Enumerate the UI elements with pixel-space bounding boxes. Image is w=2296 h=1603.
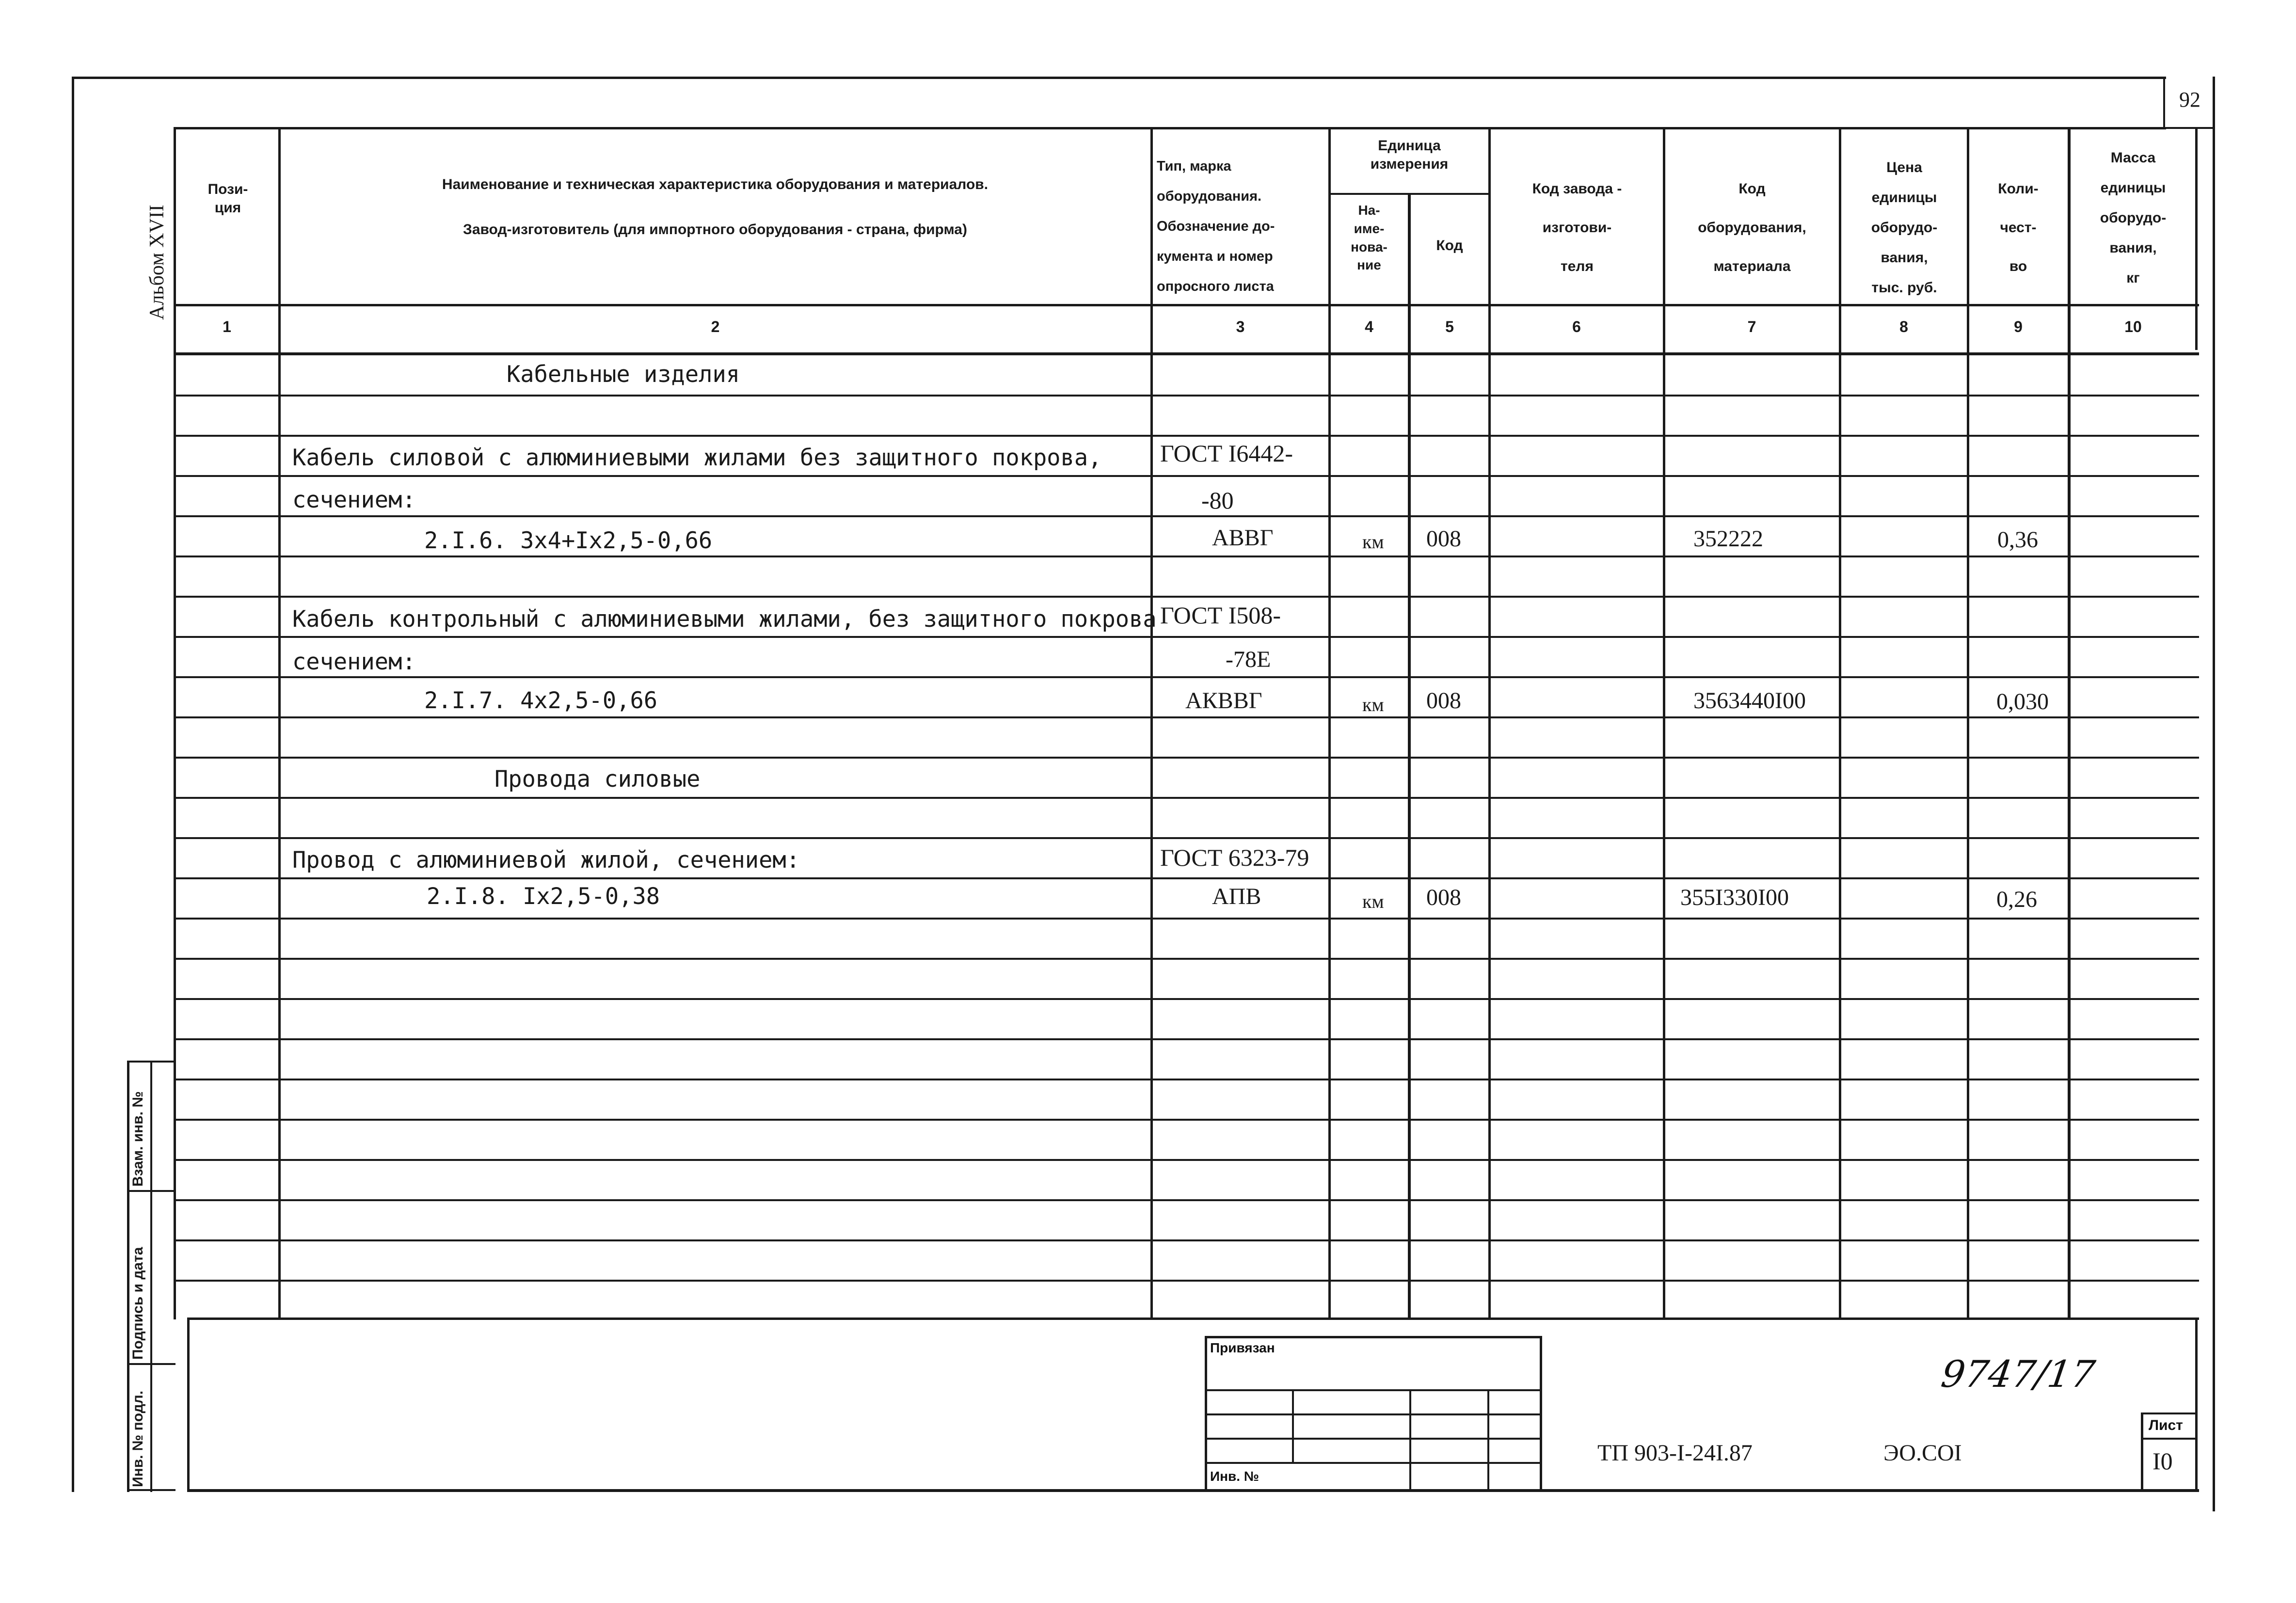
col-line-3: [1328, 127, 1331, 1319]
item-217-equip-code: 3563440I00: [1693, 688, 1806, 714]
col-line-7: [1839, 127, 1841, 1319]
privyazan-col3: [1487, 1389, 1489, 1491]
sheet-box-left: [2141, 1413, 2143, 1492]
header-type: Тип, марка оборудования. Обозначение до- кумента и номер опросного листа: [1157, 159, 1275, 294]
header-quantity: Коли- чест- во: [1998, 181, 2039, 274]
item-cable-control-name-cont: сечением:: [292, 649, 416, 675]
colnum-7: 7: [1747, 318, 1756, 335]
header-position: Пози- ция: [207, 181, 248, 216]
sheet-label: Лист: [2149, 1417, 2183, 1433]
section-code: ЭО.СОI: [1883, 1440, 1962, 1466]
table-row-line: [174, 435, 2199, 437]
album-label: Альбом XVII: [146, 205, 168, 320]
table-row-line: [174, 596, 2199, 598]
item-217-qty: 0,030: [1996, 689, 2049, 714]
item-wire-name: Провод с алюминиевой жилой, сечением:: [292, 847, 800, 873]
item-218-unit: км: [1362, 890, 1384, 912]
item-218-unit-code: 008: [1426, 885, 1461, 910]
table-row-line: [174, 1079, 2199, 1080]
item-218-equip-code: 355I330I00: [1680, 885, 1789, 910]
item-218-type: АПВ: [1212, 884, 1261, 909]
title-block-bottom: [187, 1489, 2199, 1492]
table-row-line: [174, 1239, 2199, 1241]
page-number-box-left: [2163, 77, 2165, 129]
colnum-1: 1: [223, 318, 231, 335]
item-218-name: 2.I.8. Ix2,5-0,38: [427, 883, 660, 910]
table-top-line: [174, 127, 2166, 129]
side-stamp-bottom: [127, 1489, 175, 1491]
page-number-box-bottom: [2163, 127, 2215, 129]
sheet-number: I0: [2152, 1447, 2173, 1475]
item-216-name: 2.I.6. 3x4+Ix2,5-0,66: [424, 527, 713, 554]
sheet-box-mid: [2141, 1438, 2197, 1440]
col-line-6: [1663, 127, 1665, 1319]
col-line-10: [2195, 127, 2198, 350]
sheet-box-top: [2141, 1413, 2197, 1414]
table-row-line: [174, 515, 2199, 517]
section-title-wires: Провода силовые: [494, 766, 701, 793]
side-stamp-div2: [127, 1363, 175, 1365]
header-bottom-line: [174, 304, 2199, 306]
side-stamp-top: [127, 1061, 175, 1063]
frame-right-line: [2213, 77, 2215, 1511]
item-216-unit-code: 008: [1426, 526, 1461, 552]
item-216-type: АВВГ: [1212, 525, 1274, 551]
item-cable-power-doc-cont: -80: [1201, 487, 1234, 514]
side-stamp-div1: [127, 1190, 175, 1192]
table-row-line: [174, 1280, 2199, 1282]
privyazan-label: Привязан: [1210, 1340, 1275, 1355]
handwritten-number: 9747/17: [1938, 1352, 2098, 1396]
table-row-line: [174, 998, 2199, 1000]
col-line-9: [2068, 127, 2071, 1319]
header-name-line1: Наименование и техническая характеристика оборудования и материалов.: [442, 176, 989, 192]
col-line-5: [1488, 127, 1491, 1319]
table-row-line: [174, 555, 2199, 557]
header-name-line2: Завод-изготовитель (для импортного оборудования - страна, фирма): [463, 222, 967, 238]
item-217-type: АКВВГ: [1185, 688, 1262, 714]
colnum-4: 4: [1365, 318, 1373, 335]
colnum-bottom-line: [174, 352, 2199, 355]
table-row-line: [174, 1119, 2199, 1121]
header-unit-name: На- име- нова- ние: [1351, 203, 1387, 273]
table-row-line: [174, 837, 2199, 839]
item-217-unit: км: [1362, 694, 1384, 715]
item-cable-power-doc: ГОСТ I6442-: [1160, 440, 1293, 467]
col-line-8: [1967, 127, 1969, 1319]
colnum-8: 8: [1899, 318, 1908, 335]
col-line-2: [1150, 127, 1153, 1319]
header-price: Цена единицы оборудо- вания, тыс. руб.: [1871, 159, 1938, 296]
col-line-1: [278, 127, 281, 1319]
item-218-qty: 0,26: [1996, 887, 2037, 912]
table-row-line: [174, 475, 2199, 477]
table-row-line: [174, 958, 2199, 960]
item-217-unit-code: 008: [1426, 688, 1461, 714]
item-cable-power-name: Кабель силовой с алюминиевыми жилами без защитного покрова,: [292, 444, 1102, 471]
header-equip-code: Код оборудования, материала: [1698, 181, 1806, 274]
side-label-signature-date: Подпись и дата: [130, 1247, 146, 1360]
section-title-cable: Кабельные изделия: [507, 361, 740, 388]
colnum-5: 5: [1445, 318, 1454, 335]
side-label-replace-inv: Взам. инв. №: [130, 1091, 146, 1187]
colnum-2: 2: [711, 318, 720, 335]
side-stamp-left: [127, 1061, 129, 1492]
item-216-unit: км: [1362, 531, 1384, 553]
table-row-line: [174, 1199, 2199, 1201]
table-row-line: [174, 716, 2199, 718]
item-wire-doc: ГОСТ 6323-79: [1160, 844, 1309, 871]
privyazan-row2: [1205, 1413, 1542, 1415]
colnum-6: 6: [1572, 318, 1581, 335]
colnum-10: 10: [2124, 318, 2142, 335]
table-row-line: [174, 877, 2199, 879]
privyazan-col2: [1409, 1389, 1411, 1491]
side-stamp-mid: [150, 1061, 152, 1492]
col-line-4: [1408, 193, 1411, 1319]
colnum-9: 9: [2014, 318, 2023, 335]
colnum-3: 3: [1236, 318, 1245, 335]
page-number: 92: [2179, 88, 2200, 111]
title-block-right: [2195, 1317, 2198, 1492]
table-row-line: [174, 797, 2199, 799]
table-row-line: [174, 636, 2199, 638]
col-line-0: [174, 127, 176, 1319]
privyazan-row3: [1205, 1438, 1542, 1440]
privyazan-col1: [1292, 1389, 1294, 1463]
table-row-line: [174, 918, 2199, 920]
frame-left-line: [72, 77, 74, 1492]
table-row-line: [174, 395, 2199, 397]
header-factory-code: Код завода - изготови- теля: [1532, 181, 1622, 274]
privyazan-top: [1205, 1336, 1542, 1338]
item-cable-control-doc-cont: -78Е: [1226, 647, 1271, 672]
header-unit-code: Код: [1436, 238, 1463, 254]
item-cable-power-name-cont: сечением:: [292, 487, 416, 513]
item-cable-control-doc: ГОСТ I508-: [1160, 602, 1281, 629]
table-row-line: [174, 676, 2199, 678]
frame-top-line: [72, 77, 2166, 79]
inv-no-label: Инв. №: [1210, 1469, 1260, 1484]
privyazan-row4: [1205, 1462, 1542, 1464]
item-216-qty: 0,36: [1997, 527, 2038, 553]
header-unit-group: Единица измерения: [1370, 138, 1449, 172]
privyazan-row1: [1205, 1389, 1542, 1391]
title-block-left: [187, 1318, 190, 1492]
table-row-line: [174, 1159, 2199, 1161]
table-row-line: [174, 757, 2199, 759]
item-cable-control-name: Кабель контрольный с алюминиевыми жилами, без защитного покрова: [292, 606, 1157, 633]
table-row-line: [174, 1038, 2199, 1040]
item-217-name: 2.I.7. 4x2,5-0,66: [424, 687, 658, 714]
item-216-equip-code: 352222: [1693, 526, 1763, 552]
doc-code: ТП 903-I-24I.87: [1597, 1440, 1753, 1466]
title-block-top: [187, 1317, 2199, 1320]
side-label-original-inv: Инв. № подл.: [130, 1390, 146, 1487]
header-mass: Масса единицы оборудо- вания, кг: [2100, 150, 2167, 286]
